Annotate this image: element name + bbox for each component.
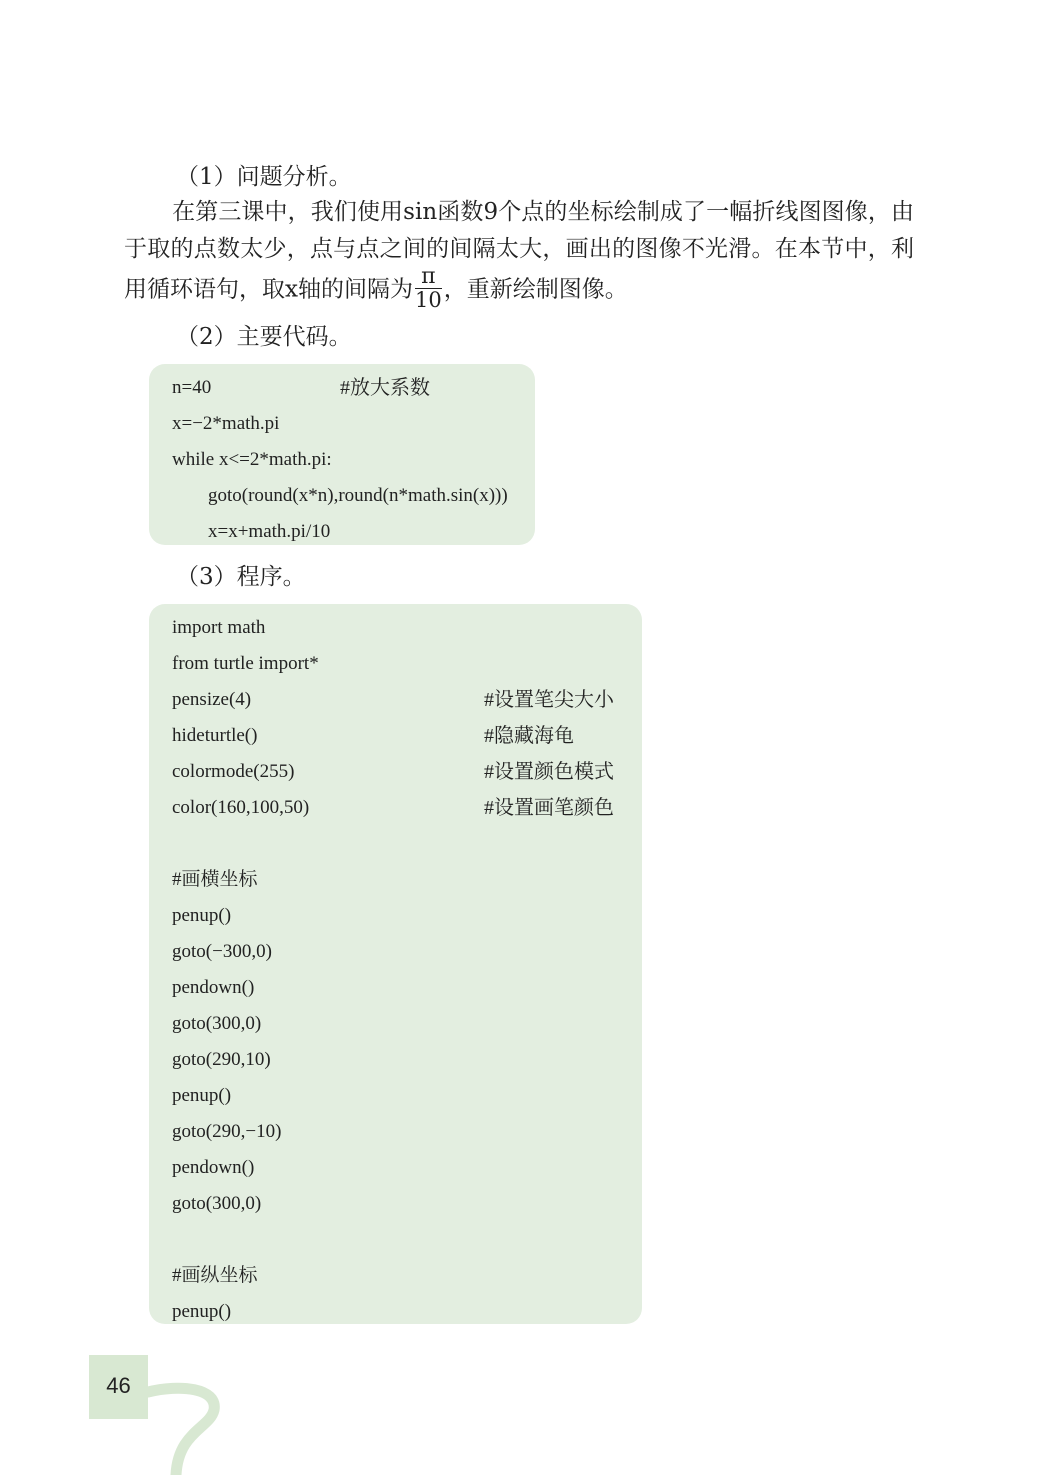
- code-line: [149, 898, 642, 934]
- code-text: goto(−300,0): [172, 941, 272, 962]
- code-text: penup(): [172, 1085, 232, 1106]
- paragraph-text-part2: ，重新绘制图像。: [443, 276, 628, 303]
- code-line: [149, 1078, 642, 1114]
- paragraph-text-part1: 在第三课中，我们使用sin函数9个点的坐标绘制成了一幅折线图图像，由于取的点数太少，点与点之间的间隔太大，画出的图像不光滑。在本节中，利用循环语句，取x轴的间隔为: [124, 199, 914, 303]
- code-line: [149, 1006, 642, 1042]
- section-heading-program: （3）程序。: [176, 564, 306, 590]
- code-text: goto(round(x*n),round(n*math.sin(x))): [208, 485, 508, 506]
- code-line: [149, 718, 642, 754]
- pi-over-ten-fraction: [415, 266, 442, 311]
- code-line: [149, 1042, 642, 1078]
- code-text: n=40: [172, 377, 212, 398]
- fraction-numerator: π: [415, 266, 442, 289]
- code-comment: #设置画笔颜色: [484, 797, 614, 819]
- code-line: [149, 442, 535, 478]
- code-line: [149, 970, 642, 1006]
- code-line: [149, 610, 642, 646]
- code-line: [149, 1150, 642, 1186]
- code-line: [149, 862, 642, 898]
- code-line: [149, 478, 535, 514]
- code-comment: #隐藏海龟: [484, 725, 574, 747]
- section-heading-main-code: （2）主要代码。: [176, 324, 352, 350]
- section-heading-problem-analysis: （1）问题分析。: [176, 164, 352, 190]
- code-comment: #设置笔尖大小: [484, 689, 614, 711]
- main-code-block: [149, 364, 535, 545]
- code-text: while x<=2*math.pi:: [172, 449, 332, 470]
- code-comment: #放大系数: [340, 377, 430, 399]
- code-text: from turtle import*: [172, 653, 319, 674]
- code-text: hideturtle(): [172, 725, 258, 746]
- code-text: goto(290,−10): [172, 1121, 282, 1142]
- code-text: #画纵坐标: [172, 1265, 258, 1286]
- code-text: x=x+math.pi/10: [208, 521, 331, 542]
- code-text: pendown(): [172, 977, 255, 998]
- code-text: import math: [172, 617, 266, 638]
- code-line: [149, 514, 535, 550]
- code-line: [149, 646, 642, 682]
- code-line: [149, 826, 642, 862]
- code-text: color(160,100,50): [172, 797, 310, 818]
- code-line: [149, 1294, 642, 1330]
- code-line: [149, 370, 535, 406]
- code-line: [149, 790, 642, 826]
- code-comment: #设置颜色模式: [484, 761, 614, 783]
- code-text: pendown(): [172, 1157, 255, 1178]
- page-number: 46: [106, 1373, 131, 1398]
- code-line: [149, 754, 642, 790]
- code-text: goto(290,10): [172, 1049, 271, 1070]
- program-code-block: [149, 604, 642, 1324]
- code-text: penup(): [172, 905, 232, 926]
- fraction-denominator: 10: [414, 288, 442, 312]
- code-line: [149, 406, 535, 442]
- code-line: [149, 1114, 642, 1150]
- code-text: goto(300,0): [172, 1193, 262, 1214]
- problem-analysis-paragraph: [124, 194, 914, 313]
- code-text: goto(300,0): [172, 1013, 262, 1034]
- code-text: pensize(4): [172, 689, 252, 710]
- code-line: [149, 682, 642, 718]
- code-text: penup(): [172, 1301, 232, 1322]
- code-line: [149, 1186, 642, 1222]
- code-line: [149, 1222, 642, 1258]
- code-text: #画横坐标: [172, 869, 258, 890]
- code-line: [149, 934, 642, 970]
- code-text: x=−2*math.pi: [172, 413, 280, 434]
- question-mark-decoration-icon: [140, 1380, 230, 1475]
- code-text: colormode(255): [172, 761, 295, 782]
- code-line: [149, 1258, 642, 1294]
